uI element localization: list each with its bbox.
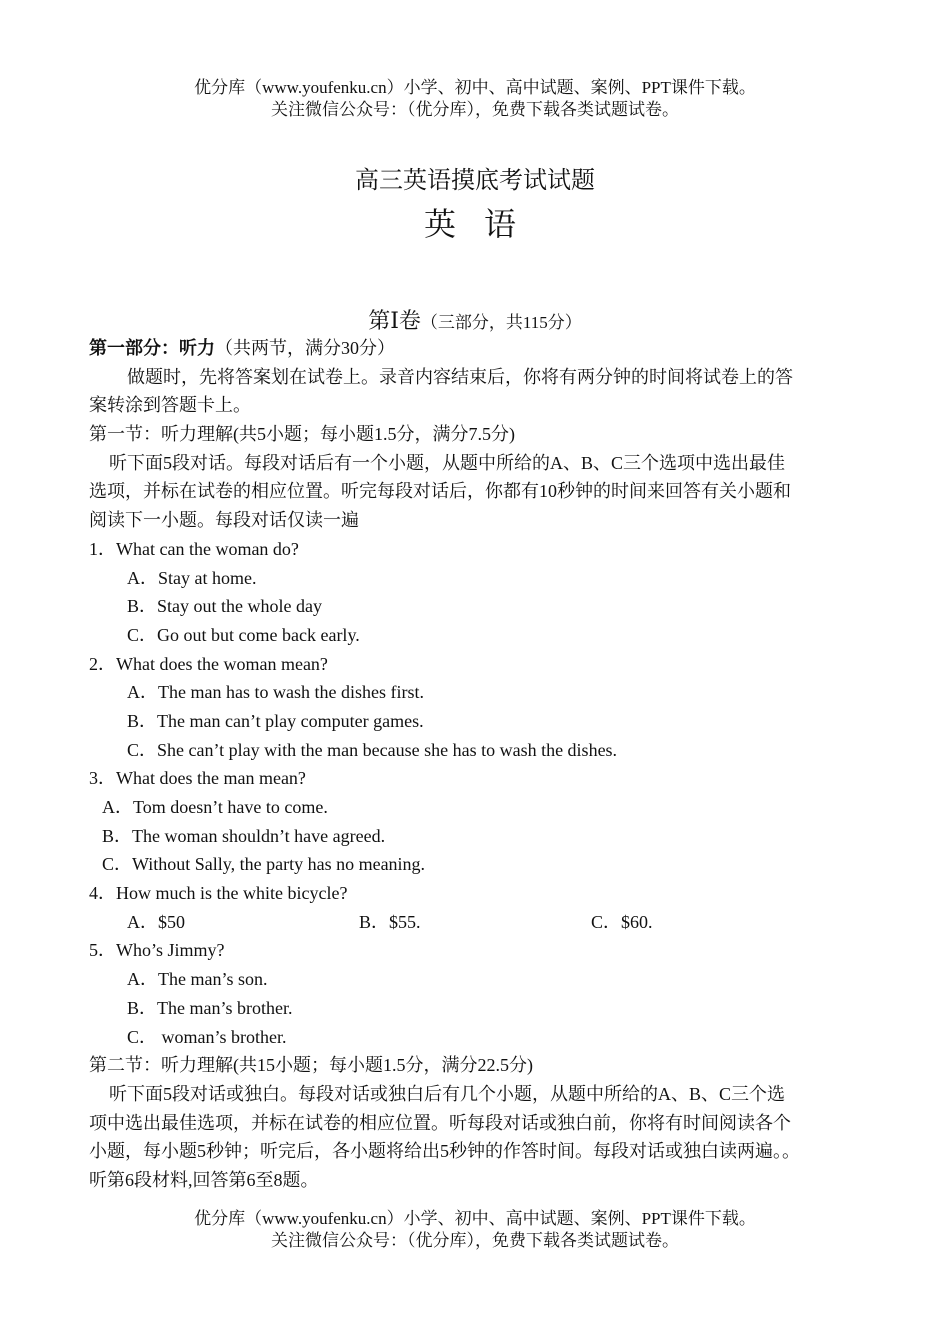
option-c: C．$60.: [591, 911, 653, 932]
exam-content: [89, 334, 869, 1195]
part1-instruction-1: 做题时，先将答案划在试卷上。录音内容结束后，你将有两分钟的时间将试卷上的答: [127, 366, 793, 387]
part1-heading-bold: 第一部分：听力: [89, 338, 215, 358]
header-line-2: 关注微信公众号：（优分库），免费下载各类试题试卷。: [271, 100, 679, 119]
subject-title: 英 语: [423, 206, 526, 242]
option-b: B．The man can’t play computer games.: [127, 710, 424, 731]
part1-heading: [89, 334, 869, 363]
section2-instruction-4: 听第6段材料,回答第6至8题。: [89, 1169, 319, 1190]
option-a: A．Tom doesn’t have to come.: [102, 797, 328, 817]
header-line-1: 优分库（www.youfenku.cn）小学、初中、高中试题、案例、PPT课件下载。: [194, 78, 756, 97]
section1-instruction-3: 阅读下一小题。每段对话仅读一遍: [89, 510, 359, 531]
section1-heading: 第一节：听力理解(共5小题；每小题1.5分，满分7.5分): [89, 424, 515, 445]
section2-instruction-2: 项中选出最佳选项，并标在试卷的相应位置。听每段对话或独白前，你将有时间阅读各个: [89, 1112, 791, 1133]
option-a: A．The man’s son.: [127, 969, 268, 990]
question-stem: 2．What does the woman mean?: [89, 653, 328, 674]
option-b: B．Stay out the whole day: [127, 596, 322, 617]
volume-heading: [0, 304, 950, 335]
footer-line-1: 优分库（www.youfenku.cn）小学、初中、高中试题、案例、PPT课件下载。: [194, 1209, 756, 1228]
option-b: B．The man’s brother.: [127, 997, 293, 1018]
part1-heading-note: （共两节，满分30分）: [215, 338, 395, 358]
exam-title: 高三英语摸底考试试题: [355, 168, 595, 194]
volume-main: 第Ⅰ卷: [368, 308, 421, 333]
volume-note: （三部分，共115分）: [420, 313, 582, 332]
section2-heading: 第二节：听力理解(共15小题；每小题1.5分，满分22.5分): [89, 1055, 533, 1076]
section2-instruction-1: 听下面5段对话或独白。每段对话或独白后有几个小题，从题中所给的A、B、C三个选: [109, 1083, 786, 1104]
option-c: C． woman’s brother.: [127, 1026, 287, 1047]
section1-instruction-1: 听下面5段对话。每段对话后有一个小题，从题中所给的A、B、C三个选项中选出最佳: [109, 452, 786, 473]
section2-instruction-3: 小题，每小题5秒钟；听完后，各小题将给出5秒钟的作答时间。每段对话或独白读两遍。。: [89, 1141, 800, 1162]
option-c: C．Go out but come back early.: [127, 624, 360, 645]
option-a: A．The man has to wash the dishes first.: [127, 682, 424, 703]
option-b: B．$55.: [359, 911, 421, 932]
question-stem: 4．How much is the white bicycle?: [89, 883, 348, 904]
option-a: A．$50: [127, 911, 185, 932]
footer-line-2: 关注微信公众号：（优分库），免费下载各类试题试卷。: [271, 1231, 679, 1250]
option-b: B．The woman shouldn’t have agreed.: [102, 825, 386, 846]
section1-instruction-2: 选项，并标在试卷的相应位置。听完每段对话后，你都有10秒钟的时间来回答有关小题和: [89, 481, 791, 502]
option-c: C．Without Sally, the party has no meaning.: [102, 854, 426, 875]
question-stem: 3．What does the man mean?: [89, 768, 306, 789]
part1-instruction-2: 案转涂到答题卡上。: [89, 395, 251, 416]
option-a: A．Stay at home.: [127, 567, 257, 588]
question-stem: 5．Who’s Jimmy?: [89, 940, 225, 961]
question-stem: 1．What can the woman do?: [89, 538, 299, 559]
option-c: C．She can’t play with the man because she has to wash the dishes.: [127, 739, 618, 760]
options-row: [89, 908, 869, 937]
